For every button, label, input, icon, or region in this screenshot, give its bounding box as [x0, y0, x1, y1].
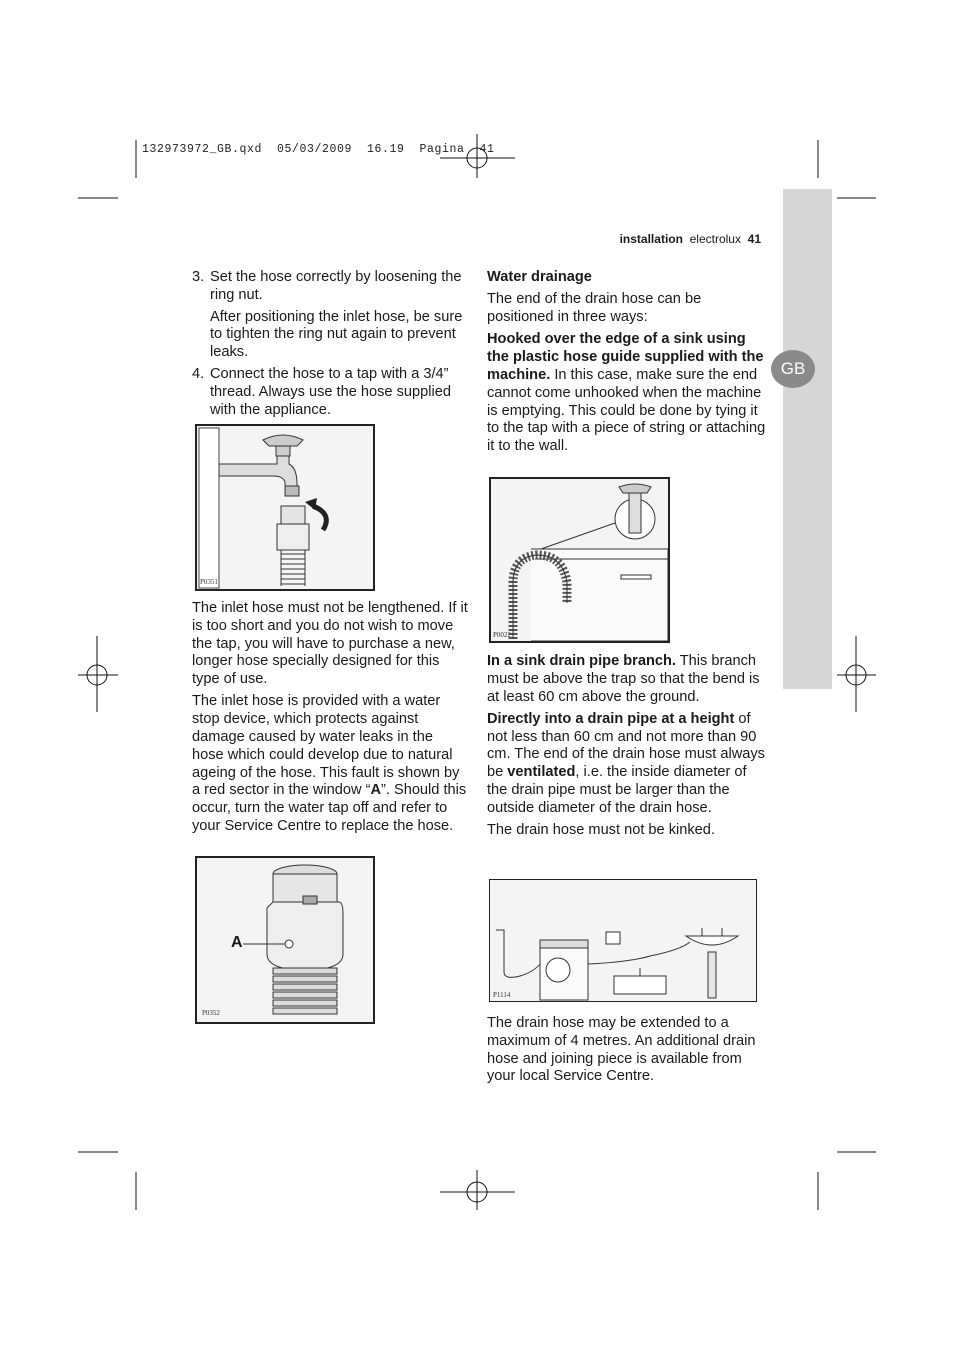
inlet-lengthen-paragraph: The inlet hose must not be lengthened. If it is too short and you do not wish to move the tap, you will have to purchase a new, longer hose specially designed for this type of use. — [192, 600, 468, 688]
ventilated-term: ventilated — [507, 764, 576, 781]
step-4-text: Connect the hose to a tap with a 3/4” thread. Always use the hose supplied with the appliance. — [210, 366, 451, 419]
drainage-intro: The end of the drain hose can be positioned in three ways: — [487, 291, 702, 326]
step-3-text: Set the hose correctly by loosening the ring nut. — [210, 269, 462, 303]
header-brand: electrolux — [689, 232, 741, 246]
tap-ring-nut-illustration — [197, 426, 373, 589]
window-a-label: A — [370, 782, 381, 799]
step-4 — [192, 366, 468, 419]
figure-installation-overview — [489, 879, 757, 1002]
option-sink-edge-heading: Hooked over the edge of a sink using the plastic hose guide supplied with the machine. — [487, 331, 764, 383]
figure-code: P0351 — [200, 578, 218, 586]
right-column — [487, 269, 767, 460]
figure-code: P0022 — [493, 631, 511, 639]
header-section: installation — [619, 232, 683, 246]
figure-code: P0352 — [202, 1009, 220, 1017]
language-tab-strip — [783, 189, 832, 689]
figure-tap-ring-nut — [195, 424, 375, 591]
option-drain-branch-heading: In a sink drain pipe branch. — [487, 653, 676, 669]
water-stop-text-1: The inlet hose is provided with a water stop device, which protects against damage caused by water leaks in the hose which could develop due to natural ageing of the hose. This fault is shown by a red sector in the window “ — [192, 693, 460, 799]
right-column-middle — [487, 653, 767, 844]
left-column-lower — [192, 600, 468, 840]
page-header — [620, 232, 761, 246]
page-number: 41 — [747, 232, 761, 246]
water-stop-illustration — [197, 858, 373, 1022]
step-3 — [192, 269, 468, 305]
option-drain-branch-text: This branch must be above the trap so that the bend is at least 60 cm above the ground. — [487, 653, 760, 705]
step-4-number: 4. — [192, 366, 205, 383]
figure-water-stop — [195, 856, 375, 1024]
water-stop-text-2: ”. Should this occur, turn the water tap off and refer to your Service Centre to replace the hose. — [192, 782, 467, 835]
window-a-callout: A — [231, 934, 243, 951]
option-drain-branch — [487, 653, 767, 706]
extension-paragraph: The drain hose may be extended to a maximum of 4 metres. An additional drain hose and joining piece is available from your local Service Centre. — [487, 1015, 756, 1085]
option-sink-edge — [487, 331, 767, 456]
language-tab-badge: GB — [771, 350, 815, 388]
left-column — [192, 269, 468, 420]
not-kinked-note: The drain hose must not be kinked. — [487, 822, 715, 839]
figure-sink-edge — [489, 477, 670, 643]
water-stop-paragraph — [192, 693, 468, 835]
sink-edge-illustration — [491, 479, 668, 641]
installation-overview-illustration — [490, 880, 756, 1001]
option-drain-pipe-heading: Directly into a drain pipe at a height — [487, 710, 735, 727]
option-sink-edge-text: In this case, make sure the end cannot come unhooked when the machine is emptying. This could be done by tying it to the tap with a piece of string or attaching it to the wall. — [487, 366, 766, 455]
option-drain-pipe — [487, 711, 767, 818]
option-drain-pipe-text-b: , i.e. the inside diameter of the drain pipe must be larger than the outside diameter of the drain hose. — [487, 764, 747, 816]
print-slug: 132973972_GB.qxd 05/03/2009 16.19 Pagina 41 — [142, 143, 495, 156]
step-3-note: After positioning the inlet hose, be sure to tighten the ring nut again to prevent leaks. — [210, 308, 463, 361]
water-drainage-title: Water drainage — [487, 269, 592, 285]
right-column-bottom — [487, 1015, 767, 1091]
figure-code: P1114 — [493, 991, 511, 999]
option-drain-pipe-text-a: of not less than 60 cm and not more than 90 cm. The end of the drain hose must always be — [487, 710, 765, 781]
step-3-number: 3. — [192, 269, 205, 285]
